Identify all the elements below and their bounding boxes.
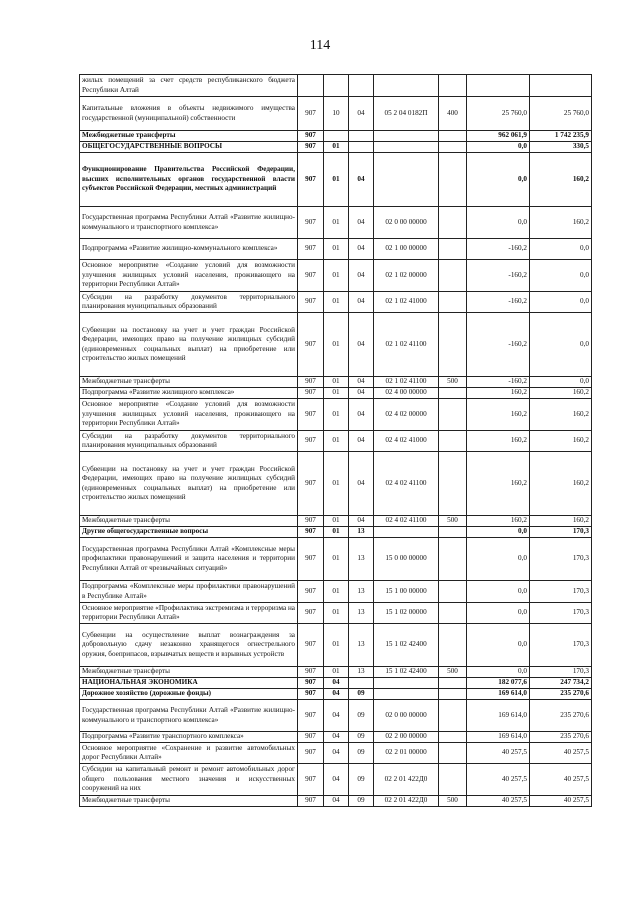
row-amount-1: 0,0 xyxy=(467,667,530,678)
table-row xyxy=(80,75,592,97)
row-amount-2: 160,2 xyxy=(530,207,592,239)
row-name: Субвенции на постановку на учет и учет граждан Российской Федерации, имеющих право на получение жилищных субсидий (единовременных социальных выплат) на приобретение или строительство жилых помещений xyxy=(80,313,298,377)
row-target-code xyxy=(374,75,439,97)
row-expense-type xyxy=(439,678,467,689)
row-subsection-code xyxy=(349,142,374,153)
row-name: Подпрограмма «Развитие жилищно-коммунального комплекса» xyxy=(80,239,298,260)
row-admin-code: 907 xyxy=(298,452,324,516)
row-amount-1: -160,2 xyxy=(467,292,530,313)
table-row xyxy=(80,313,592,377)
row-target-code: 02 2 01 422Д0 xyxy=(374,764,439,796)
row-subsection-code: 04 xyxy=(349,207,374,239)
row-admin-code: 907 xyxy=(298,603,324,624)
row-target-code: 02 2 00 00000 xyxy=(374,732,439,743)
row-name: ОБЩЕГОСУДАРСТВЕННЫЕ ВОПРОСЫ xyxy=(80,142,298,153)
row-name: Основное мероприятие «Создание условий для возможности улучшения жилищных условий населения, проживающего на территории Республики Алтай» xyxy=(80,399,298,431)
row-target-code: 02 4 02 41000 xyxy=(374,431,439,452)
row-amount-1: 160,2 xyxy=(467,516,530,527)
row-amount-2: 235 270,6 xyxy=(530,732,592,743)
row-amount-2: 170,3 xyxy=(530,624,592,667)
row-name: Подпрограмма «Комплексные меры профилактики правонарушений в Республике Алтай» xyxy=(80,581,298,603)
row-expense-type xyxy=(439,743,467,764)
row-amount-2: 235 270,6 xyxy=(530,700,592,732)
row-target-code xyxy=(374,131,439,142)
row-section-code: 01 xyxy=(324,624,349,667)
row-subsection-code: 13 xyxy=(349,624,374,667)
row-target-code: 02 1 02 41000 xyxy=(374,292,439,313)
row-target-code: 02 4 02 41100 xyxy=(374,516,439,527)
row-target-code xyxy=(374,689,439,700)
row-section-code: 04 xyxy=(324,764,349,796)
row-admin-code: 907 xyxy=(298,538,324,581)
row-section-code: 01 xyxy=(324,667,349,678)
row-subsection-code: 04 xyxy=(349,97,374,131)
row-amount-1: 40 257,5 xyxy=(467,764,530,796)
row-amount-1: 169 614,0 xyxy=(467,732,530,743)
row-amount-1: 182 077,6 xyxy=(467,678,530,689)
row-admin-code: 907 xyxy=(298,292,324,313)
table-row xyxy=(80,377,592,388)
row-expense-type xyxy=(439,624,467,667)
row-expense-type xyxy=(439,538,467,581)
row-expense-type xyxy=(439,581,467,603)
row-admin-code: 907 xyxy=(298,700,324,732)
row-target-code: 02 0 00 00000 xyxy=(374,207,439,239)
row-section-code: 01 xyxy=(324,452,349,516)
row-expense-type xyxy=(439,732,467,743)
table-row xyxy=(80,153,592,207)
row-subsection-code: 09 xyxy=(349,764,374,796)
row-admin-code: 907 xyxy=(298,689,324,700)
row-expense-type xyxy=(439,764,467,796)
row-amount-2: 40 257,5 xyxy=(530,743,592,764)
row-admin-code: 907 xyxy=(298,388,324,399)
row-amount-2: 170,3 xyxy=(530,538,592,581)
row-amount-1 xyxy=(467,75,530,97)
row-section-code: 01 xyxy=(324,377,349,388)
row-amount-1: 0,0 xyxy=(467,624,530,667)
row-subsection-code: 09 xyxy=(349,743,374,764)
row-name: Подпрограмма «Развитие транспортного комплекса» xyxy=(80,732,298,743)
table-row xyxy=(80,97,592,131)
row-section-code: 01 xyxy=(324,527,349,538)
row-section-code: 01 xyxy=(324,239,349,260)
row-amount-2: 40 257,5 xyxy=(530,764,592,796)
row-admin-code: 907 xyxy=(298,239,324,260)
row-amount-2: 170,3 xyxy=(530,603,592,624)
row-subsection-code: 13 xyxy=(349,538,374,581)
row-expense-type: 500 xyxy=(439,516,467,527)
row-target-code: 02 1 00 00000 xyxy=(374,239,439,260)
table-row xyxy=(80,239,592,260)
row-subsection-code: 09 xyxy=(349,700,374,732)
row-name: Государственная программа Республики Алтай «Развитие жилищно-коммунального и транспортного комплекса» xyxy=(80,700,298,732)
row-section-code: 01 xyxy=(324,603,349,624)
row-amount-1: 160,2 xyxy=(467,399,530,431)
row-amount-2: 170,3 xyxy=(530,527,592,538)
row-target-code: 15 1 02 00000 xyxy=(374,603,439,624)
row-amount-2: 160,2 xyxy=(530,388,592,399)
table-row xyxy=(80,431,592,452)
row-expense-type xyxy=(439,207,467,239)
row-name: Государственная программа Республики Алтай «Развитие жилищно-коммунального и транспортного комплекса» xyxy=(80,207,298,239)
row-amount-1: 0,0 xyxy=(467,527,530,538)
row-subsection-code: 13 xyxy=(349,667,374,678)
row-name: Межбюджетные трансферты xyxy=(80,377,298,388)
row-name: Межбюджетные трансферты xyxy=(80,796,298,807)
row-section-code: 04 xyxy=(324,678,349,689)
row-target-code xyxy=(374,142,439,153)
row-target-code: 02 1 02 41100 xyxy=(374,313,439,377)
row-amount-2: 330,5 xyxy=(530,142,592,153)
row-section-code: 04 xyxy=(324,732,349,743)
table-row xyxy=(80,292,592,313)
row-name: Межбюджетные трансферты xyxy=(80,667,298,678)
row-amount-1: 25 760,0 xyxy=(467,97,530,131)
row-subsection-code: 04 xyxy=(349,239,374,260)
row-section-code: 01 xyxy=(324,260,349,292)
row-amount-1: -160,2 xyxy=(467,377,530,388)
row-expense-type xyxy=(439,131,467,142)
row-name: Функционирование Правительства Российской Федерации, высших исполнительных органов государственной власти субъектов Российской Федерации, местных администраций xyxy=(80,153,298,207)
row-subsection-code xyxy=(349,131,374,142)
row-amount-2: 160,2 xyxy=(530,153,592,207)
row-target-code: 02 4 00 00000 xyxy=(374,388,439,399)
row-amount-1: -160,2 xyxy=(467,239,530,260)
row-admin-code: 907 xyxy=(298,796,324,807)
row-amount-1: 962 061,9 xyxy=(467,131,530,142)
row-expense-type xyxy=(439,603,467,624)
row-subsection-code: 04 xyxy=(349,388,374,399)
row-expense-type: 500 xyxy=(439,667,467,678)
row-amount-2: 0,0 xyxy=(530,292,592,313)
row-name: Основное мероприятие «Профилактика экстремизма и терроризма на территории Республики Алтай» xyxy=(80,603,298,624)
row-target-code xyxy=(374,527,439,538)
table-row xyxy=(80,516,592,527)
row-section-code: 01 xyxy=(324,142,349,153)
table-row xyxy=(80,743,592,764)
table-row xyxy=(80,452,592,516)
row-expense-type xyxy=(439,239,467,260)
row-admin-code: 907 xyxy=(298,399,324,431)
row-name: Межбюджетные трансферты xyxy=(80,516,298,527)
row-subsection-code: 09 xyxy=(349,796,374,807)
row-expense-type xyxy=(439,700,467,732)
table-row xyxy=(80,142,592,153)
row-admin-code: 907 xyxy=(298,207,324,239)
row-name: Другие общегосударственные вопросы xyxy=(80,527,298,538)
row-name: Субсидии на разработку документов территориального планирования муниципальных образований xyxy=(80,292,298,313)
row-name: жилых помещений за счет средств республиканского бюджета Республики Алтай xyxy=(80,75,298,97)
row-subsection-code: 04 xyxy=(349,153,374,207)
table-row xyxy=(80,678,592,689)
row-expense-type xyxy=(439,527,467,538)
row-expense-type xyxy=(439,388,467,399)
row-admin-code: 907 xyxy=(298,764,324,796)
row-name: Межбюджетные трансферты xyxy=(80,131,298,142)
row-subsection-code: 04 xyxy=(349,377,374,388)
row-subsection-code: 04 xyxy=(349,260,374,292)
row-amount-1: 0,0 xyxy=(467,538,530,581)
row-section-code: 01 xyxy=(324,399,349,431)
row-amount-2: 160,2 xyxy=(530,431,592,452)
row-admin-code: 907 xyxy=(298,377,324,388)
row-section-code: 01 xyxy=(324,538,349,581)
row-target-code: 15 1 02 42400 xyxy=(374,624,439,667)
row-subsection-code: 13 xyxy=(349,581,374,603)
row-target-code: 02 4 02 41100 xyxy=(374,452,439,516)
row-subsection-code: 04 xyxy=(349,313,374,377)
row-admin-code xyxy=(298,75,324,97)
row-amount-1: 0,0 xyxy=(467,581,530,603)
row-admin-code: 907 xyxy=(298,142,324,153)
row-section-code: 01 xyxy=(324,581,349,603)
row-section-code: 04 xyxy=(324,700,349,732)
table-row xyxy=(80,131,592,142)
row-amount-1: 0,0 xyxy=(467,603,530,624)
row-amount-2: 0,0 xyxy=(530,239,592,260)
row-admin-code: 907 xyxy=(298,624,324,667)
row-amount-2: 40 257,5 xyxy=(530,796,592,807)
row-admin-code: 907 xyxy=(298,743,324,764)
row-admin-code: 907 xyxy=(298,153,324,207)
table-row xyxy=(80,624,592,667)
row-admin-code: 907 xyxy=(298,260,324,292)
row-admin-code: 907 xyxy=(298,527,324,538)
table-row xyxy=(80,388,592,399)
row-amount-2: 0,0 xyxy=(530,260,592,292)
row-expense-type xyxy=(439,689,467,700)
row-section-code: 10 xyxy=(324,97,349,131)
row-amount-1: 0,0 xyxy=(467,207,530,239)
row-target-code xyxy=(374,153,439,207)
row-target-code: 15 1 00 00000 xyxy=(374,581,439,603)
row-subsection-code: 04 xyxy=(349,292,374,313)
row-amount-2: 235 270,6 xyxy=(530,689,592,700)
row-name: Дорожное хозяйство (дорожные фонды) xyxy=(80,689,298,700)
row-target-code: 02 1 02 41100 xyxy=(374,377,439,388)
row-amount-2 xyxy=(530,75,592,97)
row-amount-1: 0,0 xyxy=(467,142,530,153)
row-target-code: 15 1 02 42400 xyxy=(374,667,439,678)
page-number: 114 xyxy=(309,38,331,53)
row-amount-1: 160,2 xyxy=(467,431,530,452)
row-target-code xyxy=(374,678,439,689)
row-admin-code: 907 xyxy=(298,732,324,743)
row-subsection-code: 09 xyxy=(349,689,374,700)
budget-table xyxy=(79,74,592,807)
row-amount-1: -160,2 xyxy=(467,313,530,377)
row-section-code: 01 xyxy=(324,292,349,313)
row-amount-1: 160,2 xyxy=(467,452,530,516)
table-row xyxy=(80,527,592,538)
row-admin-code: 907 xyxy=(298,97,324,131)
table-row xyxy=(80,581,592,603)
row-subsection-code: 13 xyxy=(349,603,374,624)
row-target-code: 15 0 00 00000 xyxy=(374,538,439,581)
row-expense-type xyxy=(439,260,467,292)
row-target-code: 05 2 04 0182П xyxy=(374,97,439,131)
row-expense-type xyxy=(439,431,467,452)
row-subsection-code: 09 xyxy=(349,732,374,743)
row-section-code: 04 xyxy=(324,796,349,807)
row-admin-code: 907 xyxy=(298,131,324,142)
table-row xyxy=(80,700,592,732)
row-amount-1: 160,2 xyxy=(467,388,530,399)
row-amount-2: 0,0 xyxy=(530,377,592,388)
row-expense-type xyxy=(439,142,467,153)
row-name: Субвенции на осуществление выплат вознаграждения за добровольную сдачу незаконно хранящегося огнестрельного оружия, боеприпасов, взрывчатых веществ и взрывных устройств xyxy=(80,624,298,667)
row-section-code: 01 xyxy=(324,313,349,377)
row-amount-1: 169 614,0 xyxy=(467,700,530,732)
row-amount-2: 160,2 xyxy=(530,516,592,527)
row-amount-2: 170,3 xyxy=(530,667,592,678)
row-amount-2: 160,2 xyxy=(530,399,592,431)
table-row xyxy=(80,603,592,624)
row-name: Государственная программа Республики Алтай «Комплексные меры профилактики правонарушений и защита населения и территории Республики Алтай от чрезвычайных ситуаций» xyxy=(80,538,298,581)
row-expense-type: 500 xyxy=(439,377,467,388)
row-name: Основное мероприятие «Создание условий для возможности улучшения жилищных условий населения, проживающего на территории Республики Алтай» xyxy=(80,260,298,292)
row-admin-code: 907 xyxy=(298,581,324,603)
table-row xyxy=(80,538,592,581)
row-name: Капитальные вложения в объекты недвижимого имущества государственной (муниципальной) собственности xyxy=(80,97,298,131)
row-section-code: 01 xyxy=(324,207,349,239)
row-subsection-code: 13 xyxy=(349,527,374,538)
table-row xyxy=(80,667,592,678)
row-name: Субсидии на разработку документов территориального планирования муниципальных образований xyxy=(80,431,298,452)
row-amount-2: 25 760,0 xyxy=(530,97,592,131)
row-expense-type xyxy=(439,292,467,313)
row-name: Субвенции на постановку на учет и учет граждан Российской Федерации, имеющих право на получение жилищных субсидий (единовременных социальных выплат) на приобретение или строительство жилых помещений xyxy=(80,452,298,516)
row-amount-1: 40 257,5 xyxy=(467,796,530,807)
row-section-code: 01 xyxy=(324,388,349,399)
table-row xyxy=(80,260,592,292)
row-expense-type: 500 xyxy=(439,796,467,807)
row-amount-1: 40 257,5 xyxy=(467,743,530,764)
row-expense-type xyxy=(439,153,467,207)
row-section-code: 01 xyxy=(324,516,349,527)
row-subsection-code: 04 xyxy=(349,399,374,431)
row-name: НАЦИОНАЛЬНАЯ ЭКОНОМИКА xyxy=(80,678,298,689)
row-amount-2: 0,0 xyxy=(530,313,592,377)
table-row xyxy=(80,732,592,743)
row-expense-type xyxy=(439,75,467,97)
row-expense-type xyxy=(439,313,467,377)
row-admin-code: 907 xyxy=(298,313,324,377)
row-section-code: 01 xyxy=(324,431,349,452)
row-admin-code: 907 xyxy=(298,431,324,452)
row-target-code: 02 4 02 00000 xyxy=(374,399,439,431)
table-row xyxy=(80,207,592,239)
row-admin-code: 907 xyxy=(298,516,324,527)
row-section-code: 01 xyxy=(324,153,349,207)
row-subsection-code xyxy=(349,75,374,97)
table-row xyxy=(80,399,592,431)
row-amount-1: 0,0 xyxy=(467,153,530,207)
row-amount-2: 1 742 235,9 xyxy=(530,131,592,142)
row-name: Субсидии на капитальный ремонт и ремонт автомобильных дорог общего пользования местного значения и искусственных сооружений на них xyxy=(80,764,298,796)
row-section-code xyxy=(324,131,349,142)
table-row xyxy=(80,764,592,796)
row-expense-type: 400 xyxy=(439,97,467,131)
row-amount-1: -160,2 xyxy=(467,260,530,292)
row-subsection-code: 04 xyxy=(349,452,374,516)
table-body xyxy=(80,75,592,807)
row-amount-2: 160,2 xyxy=(530,452,592,516)
row-expense-type xyxy=(439,399,467,431)
row-subsection-code: 04 xyxy=(349,516,374,527)
row-admin-code: 907 xyxy=(298,678,324,689)
row-amount-2: 247 734,2 xyxy=(530,678,592,689)
row-section-code: 04 xyxy=(324,689,349,700)
row-name: Подпрограмма «Развитие жилищного комплекса» xyxy=(80,388,298,399)
row-section-code: 04 xyxy=(324,743,349,764)
row-target-code: 02 0 00 00000 xyxy=(374,700,439,732)
row-target-code: 02 2 01 422Д0 xyxy=(374,796,439,807)
row-amount-2: 170,3 xyxy=(530,581,592,603)
row-subsection-code xyxy=(349,678,374,689)
row-target-code: 02 2 01 00000 xyxy=(374,743,439,764)
row-section-code xyxy=(324,75,349,97)
row-expense-type xyxy=(439,452,467,516)
table-row xyxy=(80,689,592,700)
row-subsection-code: 04 xyxy=(349,431,374,452)
table-row xyxy=(80,796,592,807)
row-target-code: 02 1 02 00000 xyxy=(374,260,439,292)
row-admin-code: 907 xyxy=(298,667,324,678)
row-name: Основное мероприятие «Сохранение и развитие автомобильных дорог Республики Алтай» xyxy=(80,743,298,764)
row-amount-1: 169 614,0 xyxy=(467,689,530,700)
